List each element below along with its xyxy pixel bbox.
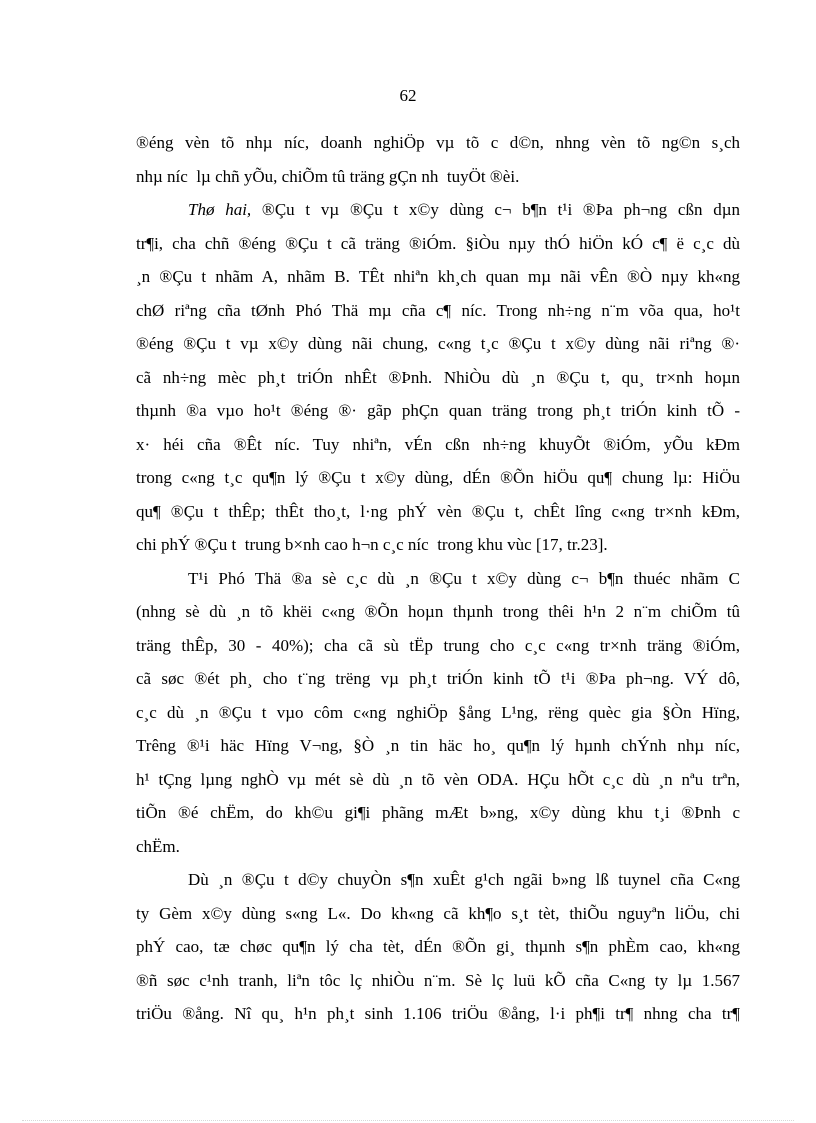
- text-line-content: cã søc ®ét ph¸ cho t¨ng trëng vµ ph¸t triÓn kinh tÕ t¹i ®Þa ph¬ng. VÝ dô,: [136, 669, 740, 688]
- text-line: [136, 334, 740, 354]
- text-line-content: ty Gèm x©y dùng s«ng L«. Do kh«ng cã kh¶o s¸t tèt, thiÕu nguyªn liÖu, chi: [136, 903, 740, 923]
- text-line: [136, 937, 740, 957]
- text-line: [136, 1004, 740, 1024]
- text-line: [136, 468, 740, 488]
- text-line: [136, 301, 740, 321]
- text-line-content: tr¶i, cha chñ ®éng ®Çu t cã träng ®iÓm. §iÒu nµy thÓ hiÖn kÓ c¶ ë c¸c dù: [136, 233, 740, 253]
- text-line-content: chËm.: [136, 836, 180, 856]
- text-line: [136, 636, 740, 656]
- text-line-content: Trêng ®¹i häc Hïng V¬ng, §Ò ¸n tin häc ho¸ qu¶n lý hµnh chÝnh nhµ níc,: [136, 736, 740, 755]
- page-bottom-border: [22, 1120, 794, 1121]
- text-line-content: x· héi cña ®Êt níc. Tuy nhiªn, vÉn cßn nh÷ng khuyÕt ®iÓm, yÕu kÐm: [136, 434, 740, 454]
- text-line: [136, 736, 740, 756]
- italic-lead: Thø hai,: [188, 200, 252, 219]
- text-line: [136, 803, 740, 823]
- text-line-content: qu¶ ®Çu t thÊp; thÊt tho¸t, l·ng phÝ vèn ®Çu t, chÊt lîng c«ng tr×nh kÐm,: [136, 501, 740, 521]
- text-line-content: ®Çu t vµ ®Çu t x©y dùng c¬ b¶n t¹i ®Þa ph¬ng cßn dµn: [251, 200, 740, 219]
- text-line: [136, 167, 740, 187]
- text-line-content: T¹i Phó Thä ®a sè c¸c dù ¸n ®Çu t x©y dùng c¬ b¶n thuéc nhãm C: [188, 568, 740, 588]
- text-line: [136, 267, 740, 287]
- text-line: [136, 502, 740, 522]
- text-line-content: c¸c dù ¸n ®Çu t vµo côm c«ng nghiÖp §ång L¹ng, rëng quèc gia §Òn Hïng,: [136, 702, 740, 722]
- text-line-content: Dù ¸n ®Çu t d©y chuyÒn s¶n xuÊt g¹ch ngãi b»ng lß tuynel cña C«ng: [188, 870, 740, 889]
- text-line-content: phÝ cao, tæ chøc qu¶n lý cha tèt, dÉn ®Õn gi¸ thµnh s¶n phÈm cao, kh«ng: [136, 937, 740, 956]
- text-line-content: ¸n ®Çu t nhãm A, nhãm B. TÊt nhiªn kh¸ch quan mµ nãi vÊn ®Ò nµy kh«ng: [136, 267, 740, 286]
- text-line: [188, 569, 740, 589]
- page-number: 62: [399, 86, 417, 105]
- text-line: [136, 368, 740, 388]
- text-line: [188, 870, 740, 890]
- text-line-content: thµnh ®a vµo ho¹t ®éng ®· gãp phÇn quan träng trong ph¸t triÓn kinh tÕ -: [136, 401, 740, 420]
- text-line: [136, 770, 740, 790]
- text-line-content: ®éng ®Çu t vµ x©y dùng nãi chung, c«ng t¸c ®Çu t x©y dùng nãi riªng ®·: [136, 334, 740, 353]
- text-line: [136, 401, 740, 421]
- text-line-content: ®ñ søc c¹nh tranh, liªn tôc lç nhiÒu n¨m. Sè lç luü kÕ cña C«ng ty lµ 1.567: [136, 970, 740, 990]
- text-line: [136, 535, 740, 555]
- text-line-content: träng thÊp, 30 - 40%); cha cã sù tËp trung cho c¸c c«ng tr×nh träng ®iÓm,: [136, 635, 740, 655]
- text-line-content: trong c«ng t¸c qu¶n lý ®Çu t x©y dùng, dÉn ®Õn hiÖu qu¶ chung lµ: HiÖu: [136, 468, 740, 487]
- text-line-content: h¹ tÇng lµng nghÒ vµ mét sè dù ¸n tõ vèn ODA. HÇu hÕt c¸c dù ¸n nªu trªn,: [136, 769, 740, 789]
- text-line: [136, 904, 740, 924]
- text-line: [136, 837, 740, 857]
- text-line-content: ®éng vèn tõ nhµ níc, doanh nghiÖp vµ tõ c d©n, nhng vèn tõ ng©n s¸ch: [136, 133, 740, 152]
- text-line: [136, 133, 740, 153]
- text-line-content: nhµ níc lµ chñ yÕu, chiÕm tû träng gÇn nh tuyÖt ®èi.: [136, 166, 520, 186]
- text-line: [136, 234, 740, 254]
- text-line-content: tiÕn ®é chËm, do kh©u gi¶i phãng mÆt b»ng, x©y dùng khu t¸i ®Þnh c: [136, 803, 740, 822]
- text-line: [136, 435, 740, 455]
- text-line-content: chi phÝ ®Çu t trung b×nh cao h¬n c¸c níc trong khu vùc [17, tr.23].: [136, 535, 608, 554]
- text-line: [136, 602, 740, 622]
- text-line-content: triÖu ®ång. Nî qu¸ h¹n ph¸t sinh 1.106 triÖu ®ång, l·i ph¶i tr¶ nhng cha tr¶: [136, 1004, 740, 1023]
- text-line: [188, 200, 740, 220]
- text-line: [136, 971, 740, 991]
- text-line: [136, 669, 740, 689]
- text-line: [136, 703, 740, 723]
- text-line-content: chØ riªng cña tØnh Phó Thä mµ cña c¶ níc. Trong nh÷ng n¨m võa qua, ho¹t: [136, 300, 740, 320]
- text-line-content: (nhng sè dù ¸n tõ khëi c«ng ®Õn hoµn thµnh trong thêi h¹n 2 n¨m chiÕm tû: [136, 602, 740, 621]
- text-line-content: cã nh÷ng mèc ph¸t triÓn nhÊt ®Þnh. NhiÒu dù ¸n ®Çu t, qu¸ tr×nh hoµn: [136, 367, 740, 387]
